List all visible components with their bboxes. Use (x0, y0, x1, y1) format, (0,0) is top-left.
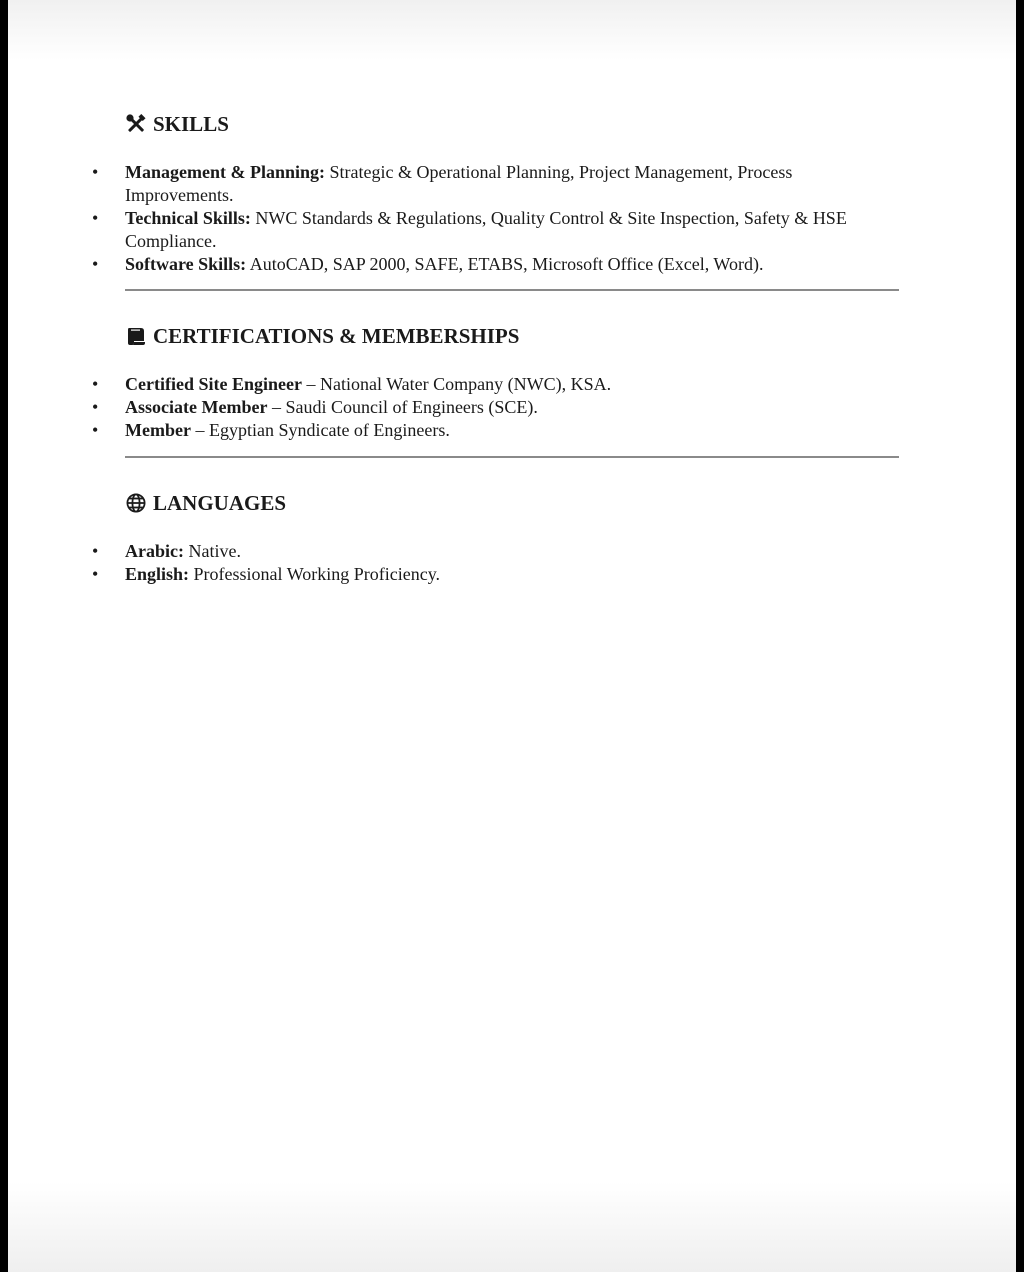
list-item: • Arabic: Native. (92, 541, 241, 561)
section-divider (125, 289, 899, 291)
globe-icon (126, 493, 146, 513)
languages-heading (126, 491, 286, 515)
languages-list (8, 540, 1016, 586)
item-label: Associate Member (125, 397, 268, 417)
list-item: • Technical Skills: NWC Standards & Regulations, Quality Control & Site Inspection, Safety & HSE Compliance. (92, 208, 847, 251)
list-item: • Certified Site Engineer – National Water Company (NWC), KSA. (92, 374, 612, 394)
list-item: • Management & Planning: Strategic & Operational Planning, Project Management, Process Improvements. (92, 162, 793, 205)
item-label: Software Skills: (125, 254, 247, 274)
scroll-icon (126, 326, 146, 346)
item-label: Member (125, 420, 191, 440)
section-divider (125, 456, 899, 458)
item-text: Strategic & Operational Planning, Project Management, Process Improvements. (125, 162, 793, 205)
document-page (8, 0, 1016, 1272)
skills-list (8, 161, 1016, 276)
skills-heading (126, 112, 229, 136)
item-label: English: (125, 564, 190, 584)
languages-title: LANGUAGES (153, 491, 287, 515)
skills-title: SKILLS (153, 112, 229, 136)
item-label: Certified Site Engineer (125, 374, 302, 394)
page-bottom-shadow (8, 1182, 1016, 1272)
item-text: – Egyptian Syndicate of Engineers. (190, 420, 450, 440)
list-item: • Associate Member – Saudi Council of Engineers (SCE). (92, 397, 538, 417)
list-item: • Software Skills: AutoCAD, SAP 2000, SAFE, ETABS, Microsoft Office (Excel, Word). (92, 254, 764, 274)
certifications-heading (126, 324, 519, 348)
item-label: Technical Skills: (125, 208, 251, 228)
list-item: • Member – Egyptian Syndicate of Engineers. (92, 420, 450, 440)
item-label: Arabic: (125, 541, 184, 561)
certifications-title: CERTIFICATIONS & MEMBERSHIPS (153, 324, 520, 348)
item-text: – National Water Company (NWC), KSA. (301, 374, 612, 394)
page-top-shadow (8, 0, 1016, 60)
item-text: Professional Working Proficiency. (189, 564, 441, 584)
list-item: • English: Professional Working Proficiency. (92, 564, 441, 584)
item-text: Native. (183, 541, 241, 561)
certifications-list (8, 373, 1016, 442)
item-text: – Saudi Council of Engineers (SCE). (267, 397, 538, 417)
item-text: NWC Standards & Regulations, Quality Control & Site Inspection, Safety & HSE Compliance. (125, 208, 847, 251)
item-label: Management & Planning: (125, 162, 325, 182)
tools-icon (126, 114, 146, 134)
item-text: AutoCAD, SAP 2000, SAFE, ETABS, Microsoft Office (Excel, Word). (246, 254, 764, 274)
